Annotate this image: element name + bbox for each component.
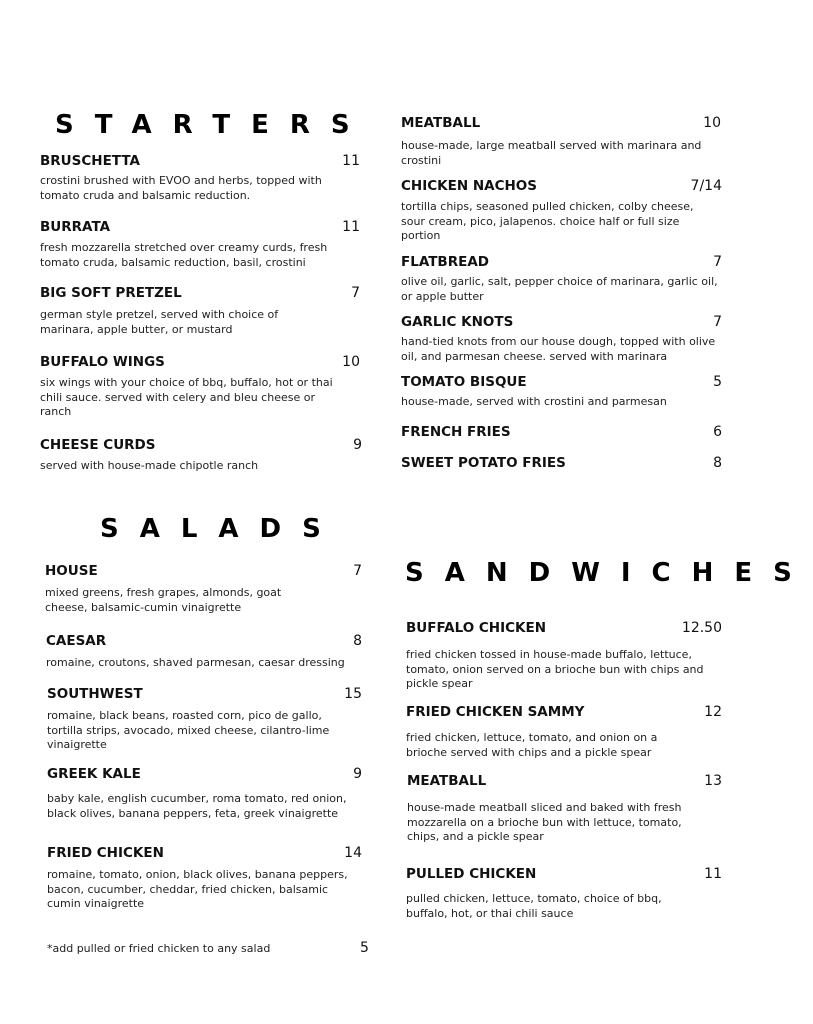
- item-description: six wings with your choice of bbq, buffalo, hot or thai chili sauce. served with celery and bleu cheese or ranch: [40, 376, 333, 419]
- item-price: 8: [713, 455, 722, 471]
- item-description: house-made meatball sliced and baked with fresh mozzarella on a brioche bun with lettuce, tomato, chips, and a pickle spear: [407, 801, 682, 844]
- item-price: 7: [353, 563, 362, 579]
- item-name: SOUTHWEST: [47, 686, 143, 702]
- menu-item-chicken-nachos: [401, 178, 722, 248]
- item-price: 10: [703, 115, 721, 131]
- item-price: 11: [342, 153, 360, 169]
- item-description: hand-tied knots from our house dough, topped with olive oil, and parmesan cheese. served with marinara: [401, 335, 716, 363]
- item-description: fried chicken tossed in house-made buffalo, lettuce, tomato, onion served on a brioche bun with chips and pickle spear: [406, 648, 704, 691]
- item-price: 12.50: [681, 620, 722, 636]
- item-description: tortilla chips, seasoned pulled chicken, colby cheese, sour cream, pico, jalapenos. choice half or full size portion: [401, 200, 694, 243]
- menu-item-buffalo-wings: [40, 354, 360, 424]
- item-description: crostini brushed with EVOO and herbs, topped with tomato cruda and balsamic reduction.: [40, 174, 322, 202]
- menu-item-greek-kale-salad: [47, 766, 362, 836]
- item-price: 7: [351, 285, 360, 301]
- menu-item-fried-chicken-sammy: [406, 704, 722, 759]
- menu-item-sweet-potato-fries: [401, 455, 722, 475]
- menu-item-southwest-salad: [47, 686, 362, 756]
- menu-item-meatball-sandwich: [407, 773, 722, 843]
- item-name: FRENCH FRIES: [401, 424, 511, 440]
- item-price: 11: [704, 866, 722, 882]
- item-price: 9: [353, 766, 362, 782]
- item-name: BRUSCHETTA: [40, 153, 140, 169]
- item-name: BUFFALO CHICKEN: [406, 620, 547, 636]
- item-description: german style pretzel, served with choice of marinara, apple butter, or mustard: [40, 308, 279, 336]
- item-description: romaine, black beans, roasted corn, pico de gallo, tortilla strips, avocado, mixed cheese, cilantro-lime vinaigrette: [47, 709, 330, 752]
- item-description: fried chicken, lettuce, tomato, and onion on a brioche served with chips and a pickle spear: [406, 731, 658, 759]
- item-name: GARLIC KNOTS: [401, 314, 514, 330]
- item-description: mixed greens, fresh grapes, almonds, goat cheese, balsamic-cumin vinaigrette: [45, 586, 282, 614]
- item-price: 15: [344, 686, 362, 702]
- item-name: BIG SOFT PRETZEL: [40, 285, 182, 301]
- menu-item-garlic-knots: [401, 314, 722, 369]
- item-price: 7/14: [690, 178, 722, 194]
- menu-item-bruschetta: [40, 153, 360, 208]
- item-name: MEATBALL: [407, 773, 487, 789]
- menu-item-cheese-curds: [40, 437, 362, 477]
- menu-item-fried-chicken-salad: [47, 845, 362, 915]
- menu-item-caesar-salad: [46, 633, 362, 673]
- item-price: 9: [353, 437, 362, 453]
- item-description: fresh mozzarella stretched over creamy curds, fresh tomato cruda, balsamic reduction, basil, crostini: [40, 241, 328, 269]
- item-name: CHEESE CURDS: [40, 437, 156, 453]
- item-description: pulled chicken, lettuce, tomato, choice of bbq, buffalo, hot, or thai chili sauce: [406, 892, 662, 920]
- salad-add-chicken-note: *add pulled or fried chicken to any salad: [47, 942, 271, 955]
- item-name: HOUSE: [45, 563, 98, 579]
- item-price: 6: [713, 424, 722, 440]
- item-name: BURRATA: [40, 219, 111, 235]
- menu-item-meatball-starter: [401, 115, 721, 170]
- item-price: 8: [353, 633, 362, 649]
- item-name: CHICKEN NACHOS: [401, 178, 537, 194]
- starters-heading: STARTERS: [55, 110, 371, 140]
- item-name: FRIED CHICKEN: [47, 845, 164, 861]
- item-description: olive oil, garlic, salt, pepper choice of marinara, garlic oil, or apple butter: [401, 275, 718, 303]
- menu-item-buffalo-chicken: [406, 620, 722, 690]
- item-description: baby kale, english cucumber, roma tomato, red onion, black olives, banana peppers, feta, greek vinaigrette: [47, 792, 347, 820]
- item-price: 14: [344, 845, 362, 861]
- sandwiches-heading: SANDWICHES: [405, 558, 813, 588]
- item-price: 13: [704, 773, 722, 789]
- item-name: FLATBREAD: [401, 254, 489, 270]
- item-price: 10: [342, 354, 360, 370]
- menu-item-flatbread: [401, 254, 722, 309]
- item-price: 12: [704, 704, 722, 720]
- item-name: CAESAR: [46, 633, 107, 649]
- item-description: served with house-made chipotle ranch: [40, 459, 259, 472]
- menu-item-house-salad: [45, 563, 362, 618]
- salads-heading: SALADS: [100, 514, 342, 544]
- menu-item-pulled-chicken: [406, 866, 722, 921]
- menu-item-french-fries: [401, 424, 722, 444]
- item-price: 7: [713, 314, 722, 330]
- item-description: romaine, croutons, shaved parmesan, caesar dressing: [46, 656, 345, 669]
- item-name: GREEK KALE: [47, 766, 141, 782]
- item-name: PULLED CHICKEN: [406, 866, 537, 882]
- menu-item-tomato-bisque: [401, 374, 722, 414]
- menu-item-burrata: [40, 219, 360, 274]
- salad-add-chicken-price: 5: [360, 940, 369, 956]
- item-name: SWEET POTATO FRIES: [401, 455, 566, 471]
- item-description: house-made, large meatball served with marinara and crostini: [401, 139, 702, 167]
- item-price: 5: [713, 374, 722, 390]
- item-name: TOMATO BISQUE: [401, 374, 527, 390]
- item-price: 7: [713, 254, 722, 270]
- item-description: house-made, served with crostini and parmesan: [401, 395, 667, 408]
- item-name: MEATBALL: [401, 115, 481, 131]
- item-description: romaine, tomato, onion, black olives, banana peppers, bacon, cucumber, cheddar, fried chicken, balsamic cumin vinaigrette: [47, 868, 348, 911]
- menu-item-big-soft-pretzel: [40, 285, 360, 340]
- item-name: FRIED CHICKEN SAMMY: [406, 704, 585, 720]
- item-name: BUFFALO WINGS: [40, 354, 165, 370]
- item-price: 11: [342, 219, 360, 235]
